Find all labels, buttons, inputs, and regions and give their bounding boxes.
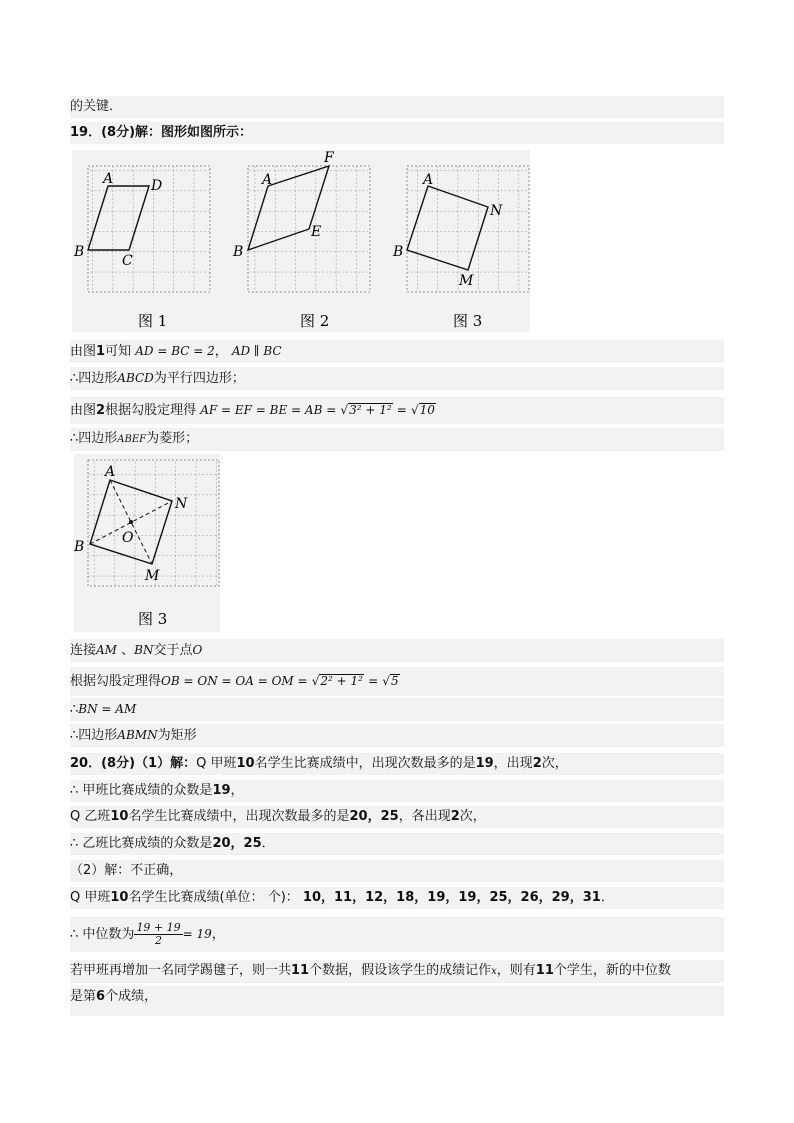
line-text: （2）解：不正确， — [70, 863, 183, 878]
text-line-14 — [70, 833, 724, 855]
text-line-18 — [70, 960, 724, 983]
line-text: 次， — [459, 809, 486, 824]
text-line-6 — [70, 428, 724, 451]
line-text: 名学生比赛成绩(单位： 个)： — [128, 890, 299, 905]
figure-2-caption: 图 2 — [300, 312, 330, 330]
figure-3-caption: 图 3 — [138, 610, 168, 628]
line-text: 的关键． — [70, 99, 123, 114]
therefore-symbol: ∴ — [70, 371, 79, 386]
line-text: 个数据，假设该学生的成绩记作 — [309, 963, 492, 978]
therefore-symbol: ∴ — [70, 783, 79, 798]
sqrt-radicand: 2² + 1² — [320, 674, 363, 688]
punct: ， — [230, 783, 244, 798]
punct: 、 — [121, 643, 135, 658]
number: 2 — [532, 756, 542, 771]
label-B: B — [393, 244, 404, 260]
number: 11 — [291, 963, 310, 978]
line-text: 连接 — [70, 643, 97, 658]
text-line-3 — [70, 340, 724, 363]
line-text: 可知 — [105, 344, 132, 359]
math-expr: BN = AM — [78, 702, 137, 716]
math-expr: BN — [134, 643, 154, 657]
text-line-4 — [70, 367, 724, 390]
line-text: 次， — [541, 756, 568, 771]
math-expr: ABEF — [117, 434, 147, 445]
punct: ， — [214, 344, 228, 359]
math-expr: AD ∥ BC — [231, 344, 282, 358]
number: 20，25 — [212, 836, 262, 851]
figure-1-caption: 图 1 — [138, 312, 168, 330]
number: 19 — [475, 756, 494, 771]
text-line-15 — [70, 860, 724, 882]
line-text: 名学生比赛成绩中，出现次数最多的是 — [254, 756, 476, 771]
text-line-17 — [70, 917, 724, 952]
text-line-10 — [70, 724, 724, 747]
line-text: 为平行四边形； — [153, 371, 245, 386]
text-line-12 — [70, 780, 724, 802]
line-text: ，各出现 — [398, 809, 451, 824]
label-B: B — [74, 244, 85, 260]
point-o — [129, 520, 133, 524]
punct: ． — [261, 836, 275, 851]
punct: ． — [600, 890, 614, 905]
text-line-8: 根据勾股定理得OB = ON = OA = OM = √2² + 1² = √5 — [70, 667, 724, 696]
math-expr: AM — [96, 643, 117, 657]
label-B: B — [233, 244, 244, 260]
math-expr: AD = BC = 2 — [135, 344, 215, 358]
figure-3-diagonals — [74, 454, 220, 632]
line-text: 为菱形； — [146, 431, 199, 446]
grid-figure-svg — [74, 454, 220, 632]
therefore-symbol: ∴ — [70, 728, 79, 743]
number: 20，25 — [349, 809, 399, 824]
number: 10 — [110, 809, 129, 824]
line-text: 四边形 — [78, 431, 118, 446]
label-M: M — [145, 568, 160, 584]
math-expr: ABMN — [117, 728, 158, 742]
text-line-13 — [70, 806, 724, 828]
number: 6 — [96, 989, 106, 1004]
score-list: 10，11，12，18，19，19，25，26，29，31 — [302, 890, 601, 905]
label-N: N — [490, 203, 503, 219]
math-expr: AF = EF = BE = AB = — [200, 403, 337, 417]
line-text: 名学生比赛成绩中，出现次数最多的是 — [128, 809, 350, 824]
line-text: 甲班 — [210, 756, 237, 771]
line-text: ，则有 — [496, 963, 536, 978]
text-line-9 — [70, 698, 724, 721]
figure-number: 1 — [96, 344, 106, 359]
label-M: M — [459, 273, 474, 289]
figure-3 — [392, 166, 529, 330]
figure-2 — [232, 150, 370, 330]
math-expr: = — [368, 674, 379, 688]
line-text: 中位数为 — [82, 927, 135, 942]
text-line-1 — [70, 96, 724, 118]
math-expr: O — [192, 643, 203, 657]
text-line-16 — [70, 887, 724, 909]
line-text: 交于点 — [153, 643, 193, 658]
therefore-symbol: ∴ — [70, 927, 79, 942]
math-expr: ABCD — [117, 371, 154, 385]
number: 10 — [236, 756, 255, 771]
number: 11 — [535, 963, 554, 978]
punct: ， — [211, 927, 225, 942]
math-expr: = 19 — [182, 927, 212, 941]
line-text: 四边形 — [78, 371, 118, 386]
problem-20-header — [70, 753, 724, 775]
sqrt-radicand: 3² + 1² — [349, 403, 392, 417]
label-A: A — [423, 172, 434, 188]
fraction-numerator: 19 + 19 — [136, 921, 181, 934]
label-F: F — [324, 150, 334, 166]
label-A: A — [103, 171, 114, 187]
label-A: A — [262, 172, 273, 188]
figure-3-caption: 图 3 — [453, 312, 483, 330]
therefore-symbol: ∴ — [70, 431, 79, 446]
line-text: 乙班 — [84, 809, 111, 824]
line-text: ，出现 — [493, 756, 533, 771]
sqrt-radicand: 10 — [419, 403, 435, 417]
line-text: 为矩形 — [157, 728, 197, 743]
number: 10 — [110, 890, 129, 905]
label-B: B — [74, 539, 85, 555]
math-expr: x — [491, 966, 497, 977]
number: 19 — [212, 783, 231, 798]
number: 2 — [450, 809, 460, 824]
math-expr: = — [396, 403, 407, 417]
therefore-symbol: ∴ — [70, 702, 79, 717]
grid-figures-svg — [72, 150, 530, 332]
line-text: 个成绩， — [105, 989, 158, 1004]
text-line-5: 由图2根据勾股定理得 AF = EF = BE = AB = √3² + 1² = √10 — [70, 397, 724, 424]
figure-number: 2 — [96, 403, 106, 418]
math-expr: OB = ON = OA = OM = — [161, 674, 308, 688]
line-text: 若甲班再增加一名同学踢毽子，则一共 — [70, 963, 292, 978]
line-text: 个学生，新的中位数 — [553, 963, 671, 978]
line-text: 由图 — [70, 344, 97, 359]
label-D: D — [151, 178, 163, 194]
label-N: N — [175, 496, 188, 512]
because-symbol: Q — [70, 890, 81, 905]
figure-1 — [73, 166, 210, 330]
sqrt-radicand: 5 — [390, 674, 399, 688]
figures-1-2-3 — [72, 150, 530, 332]
because-symbol: Q — [70, 809, 81, 824]
line-text: 甲班比赛成绩的众数是 — [82, 783, 213, 798]
line-text: 根据勾股定理得 — [70, 674, 162, 689]
line-text: 甲班 — [84, 890, 111, 905]
line-text: 四边形 — [78, 728, 118, 743]
label-O: O — [122, 530, 134, 546]
therefore-symbol: ∴ — [70, 836, 79, 851]
text-line-19 — [70, 986, 724, 1016]
text-line-7 — [70, 639, 724, 662]
fraction-denominator: 2 — [155, 934, 163, 947]
line-text: 20．(8分)（1）解： — [70, 756, 197, 771]
line-text: 乙班比赛成绩的众数是 — [82, 836, 213, 851]
because-symbol: Q — [196, 756, 207, 771]
line-text: 由图 — [70, 403, 97, 418]
problem-19-header — [70, 122, 724, 144]
line-text: 根据勾股定理得 — [105, 403, 197, 418]
label-C: C — [122, 253, 133, 269]
line-text: 是第 — [70, 989, 97, 1004]
label-E: E — [311, 224, 322, 240]
line-text: 19．(8分)解：图形如图所示： — [70, 125, 253, 140]
label-A: A — [105, 464, 116, 480]
